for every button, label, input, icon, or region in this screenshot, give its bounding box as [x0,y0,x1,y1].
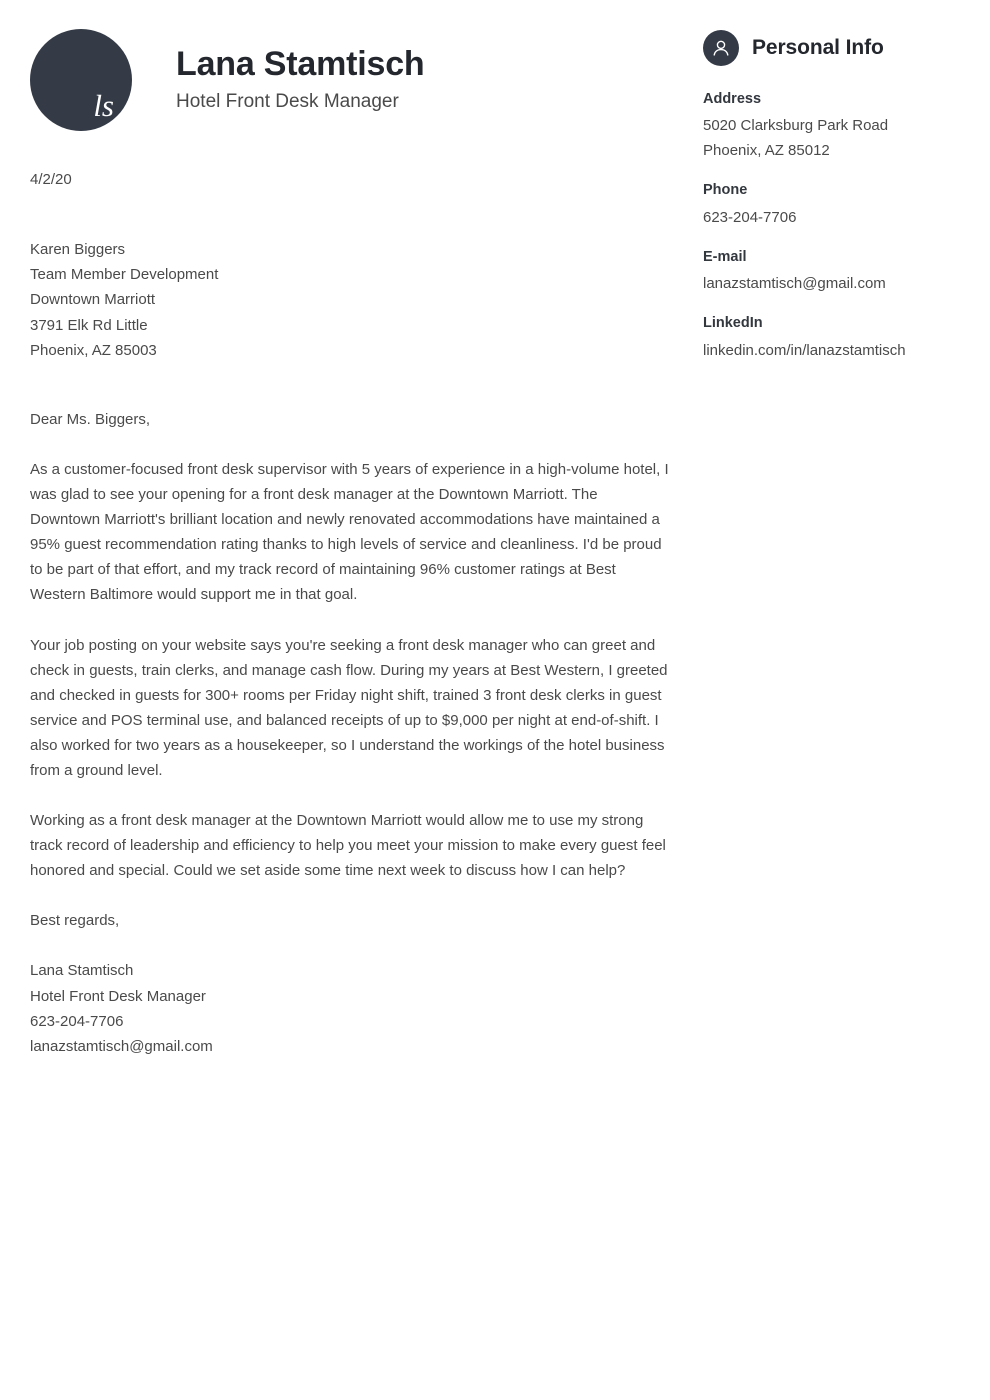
signature-email: lanazstamtisch@gmail.com [30,1038,213,1056]
info-label: LinkedIn [703,315,763,332]
recipient-city-state-zip: Phoenix, AZ 85003 [30,341,157,359]
person-icon [703,30,739,66]
address-line-1: 5020 Clarksburg Park Road [703,117,889,135]
signature-job-title: Hotel Front Desk Manager [30,987,206,1005]
personal-info-heading-label: Personal Info [752,36,884,60]
letter-header [30,28,670,132]
recipient-street: 3791 Elk Rd Little [30,316,148,334]
closing-line: Best regards, [30,912,120,930]
info-group-phone [703,179,961,229]
info-value [703,205,961,230]
recipient-company: Downtown Marriott [30,291,156,309]
avatar-monogram: ls [93,88,114,123]
linkedin-value[interactable]: linkedin.com/in/lanazstamtisch [703,341,906,359]
letter-body [30,457,670,883]
info-group-email [703,246,961,296]
signature-name: Lana Stamtisch [30,962,134,980]
signature-phone: 623-204-7706 [30,1012,124,1030]
salutation: Dear Ms. Biggers, [30,411,151,429]
info-value [703,113,961,163]
personal-info-sidebar [703,30,961,379]
personal-info-heading [703,30,961,66]
job-title: Hotel Front Desk Manager [176,90,399,112]
info-label: Address [703,91,762,107]
info-label: Phone [703,182,748,199]
email-value[interactable]: lanazstamtisch@gmail.com [703,275,886,293]
letter-main-column [30,28,670,1059]
page-title: Lana Stamtisch [176,44,425,83]
info-group-address [703,88,961,163]
info-label: E-mail [703,248,747,265]
body-paragraph: Your job posting on your website says you're seeking a front desk manager who can greet and check in guests, train clerks, and manage cash flow. During my years at Best Western, I greeted and checked in guests for 300+ rooms per Friday night shift, trained 3 front desk clerks in guest service and POS terminal use, and balanced receipts of up to $9,000 per night at end-of-shift. I also worked for two years as a housekeeper, so I understand the workings of the hotel business from a ground level. [30,636,668,780]
info-value [703,338,961,363]
signature-block [30,958,670,1059]
info-value [703,271,961,296]
body-paragraph: Working as a front desk manager at the Downtown Marriott would allow me to use my strong track record of leadership and efficiency to help you meet your mission to make every guest feel honored and special. Could we set aside some time next week to discuss how I can help? [30,812,666,880]
body-paragraph: As a customer-focused front desk supervisor with 5 years of experience in a high-volume hotel, I was glad to see your opening for a front desk manager at the Downtown Marriott. The Downtown Marriott's brilliant location and newly renovated accommodations have maintained a 95% guest recommendation rating thanks to high levels of service and cleanliness. I'd be proud to be part of that effort, and my track record of maintaining 96% customer ratings at Best Western Baltimore would support me in that goal. [30,461,669,604]
header-text-block [176,44,425,117]
recipient-address-block [30,237,670,363]
avatar [30,29,132,131]
letter-date: 4/2/20 [30,171,72,188]
phone-value[interactable]: 623-204-7706 [703,208,797,226]
recipient-department: Team Member Development [30,266,219,284]
address-line-2: Phoenix, AZ 85012 [703,142,830,160]
recipient-name: Karen Biggers [30,241,126,258]
info-group-linkedin [703,312,961,362]
